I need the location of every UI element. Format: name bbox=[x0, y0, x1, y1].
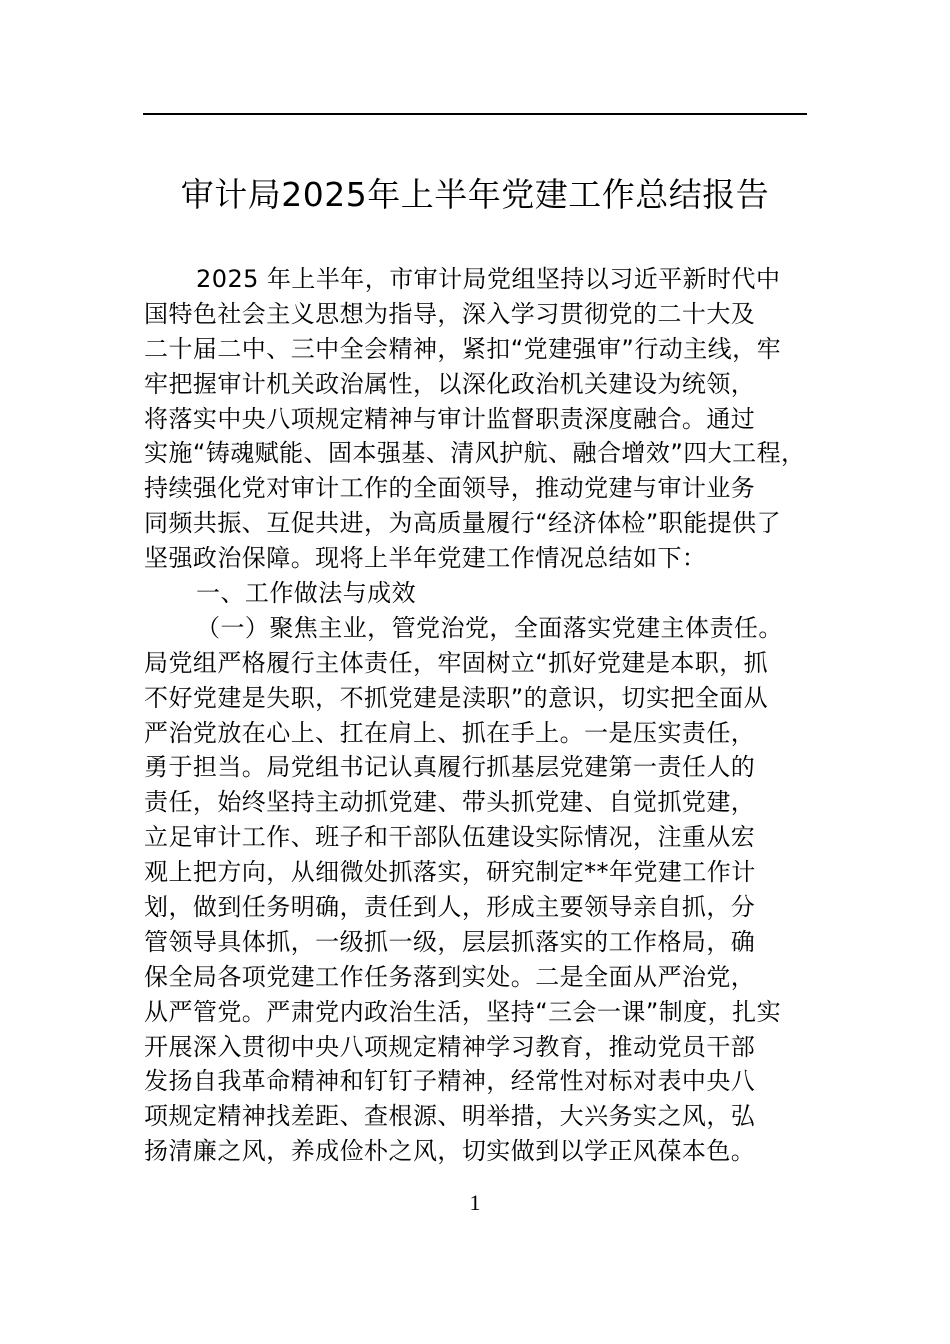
body-line: 二十届二中、三中全会精神，紧扣“党建强审”行动主线，牢 bbox=[144, 334, 782, 363]
header-rule bbox=[143, 113, 807, 115]
body-line: 项规定精神找差距、查根源、明举措，大兴务实之风，弘 bbox=[144, 1102, 756, 1131]
body-line: 从严管党。严肃党内政治生活，坚持“三会一课”制度，扎实 bbox=[144, 997, 782, 1026]
body-line: 坚强政治保障。现将上半年党建工作情况总结如下： bbox=[144, 544, 707, 573]
body-line: 保全局各项党建工作任务落到实处。二是全面从严治党， bbox=[144, 962, 756, 991]
body-line: 扬清廉之风，养成俭朴之风，切实做到以学正风葆本色。 bbox=[144, 1137, 756, 1166]
body-line: 严治党放在心上、扛在肩上、抓在手上。一是压实责任， bbox=[144, 718, 756, 747]
body-line: 国特色社会主义思想为指导，深入学习贯彻党的二十大及 bbox=[144, 299, 756, 328]
body-line: 管领导具体抓，一级抓一级，层层抓落实的工作格局，确 bbox=[144, 927, 756, 956]
body-line: 责任，始终坚持主动抓党建、带头抓党建、自觉抓党建， bbox=[144, 788, 756, 817]
body-line: 发扬自我革命精神和钉钉子精神，经常性对标对表中央八 bbox=[144, 1067, 756, 1096]
subsection-heading: （一）聚焦主业，管党治党，全面落实党建主体责任。 bbox=[196, 613, 783, 642]
body-line: 不好党建是失职，不抓党建是渎职”的意识，切实把全面从 bbox=[144, 683, 769, 712]
section-heading: 一、工作做法与成效 bbox=[196, 579, 417, 608]
body-line: 观上把方向，从细微处抓落实，研究制定**年党建工作计 bbox=[144, 858, 756, 887]
document-body bbox=[144, 262, 844, 1169]
body-line: 勇于担当。局党组书记认真履行抓基层党建第一责任人的 bbox=[144, 753, 756, 782]
body-line: 2025 年上半年，市审计局党组坚持以习近平新时代中 bbox=[196, 265, 781, 293]
body-line: 划，做到任务明确，责任到人，形成主要领导亲自抓，分 bbox=[144, 893, 756, 922]
body-line: 实施“铸魂赋能、固本强基、清风护航、融合增效”四大工程， bbox=[144, 439, 806, 468]
body-line: 立足审计工作、班子和干部队伍建设实际情况，注重从宏 bbox=[144, 823, 756, 852]
body-line: 将落实中央八项规定精神与审计监督职责深度融合。通过 bbox=[144, 404, 756, 433]
body-line: 牢把握审计机关政治属性，以深化政治机关建设为统领， bbox=[144, 369, 756, 398]
document-title: 审计局2025年上半年党建工作总结报告 bbox=[180, 175, 770, 214]
body-line: 开展深入贯彻中央八项规定精神学习教育，推动党员干部 bbox=[144, 1032, 756, 1061]
body-line: 持续强化党对审计工作的全面领导，推动党建与审计业务 bbox=[144, 474, 756, 503]
body-line: 同频共振、互促共进，为高质量履行“经济体检”职能提供了 bbox=[144, 509, 782, 538]
page-number: 1 bbox=[469, 1190, 481, 1215]
body-line: 局党组严格履行主体责任，牢固树立“抓好党建是本职，抓 bbox=[144, 648, 769, 677]
